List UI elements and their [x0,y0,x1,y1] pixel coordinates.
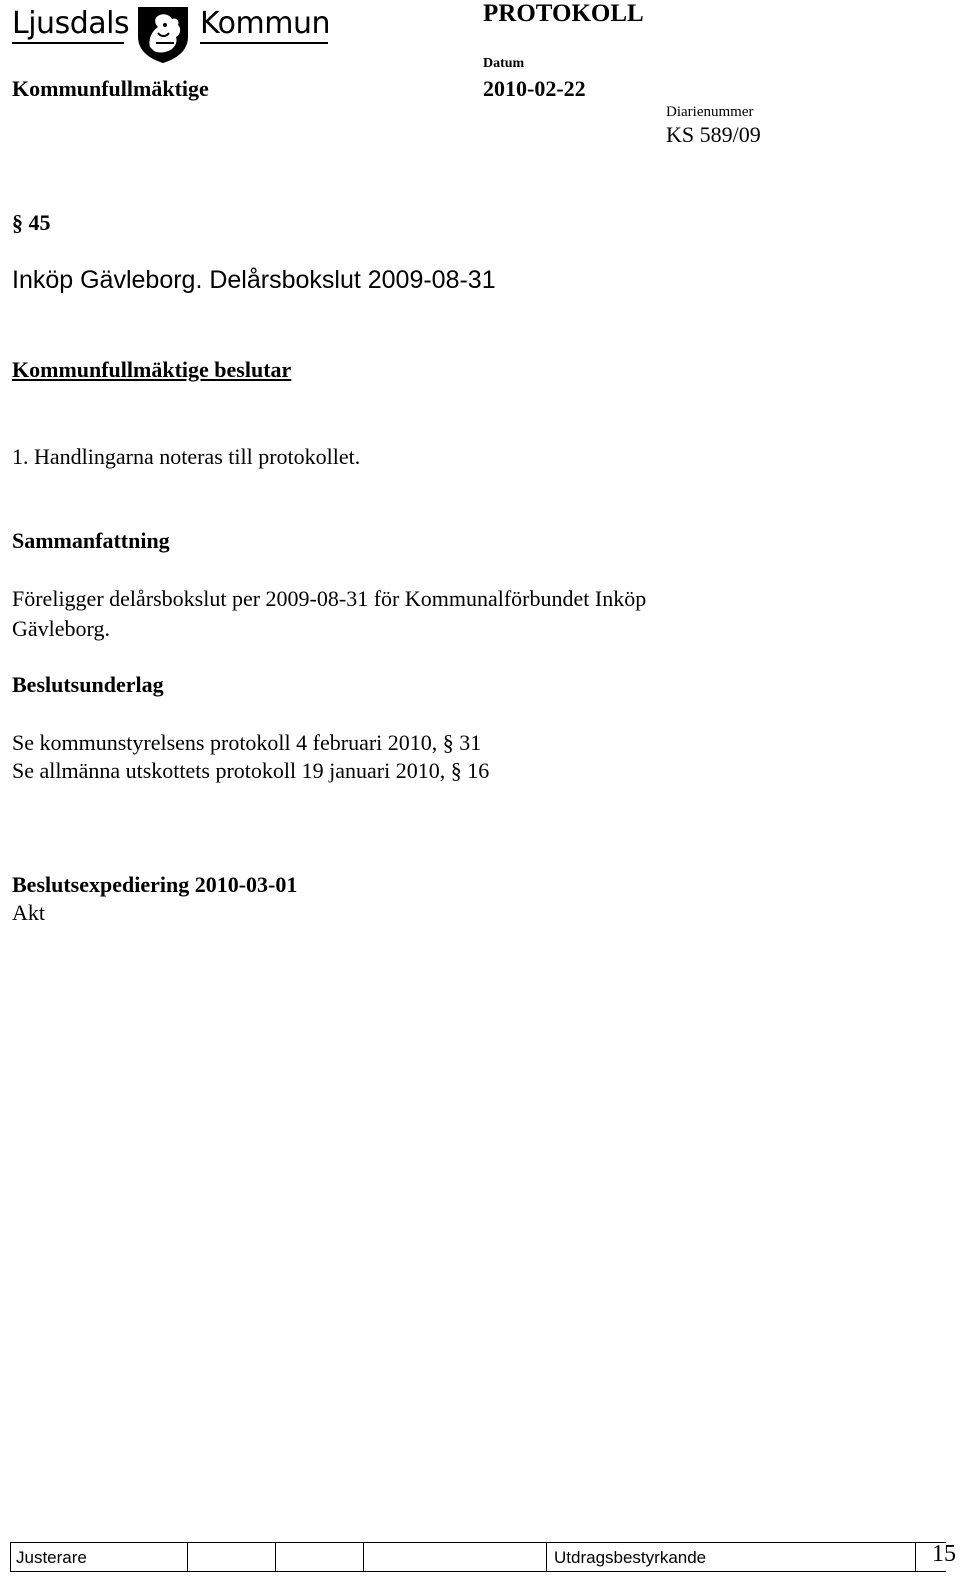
footer-divider [915,1543,916,1571]
footer-divider [546,1543,547,1571]
logo-text-ljusdals: Ljusdals [12,6,130,41]
footer-divider [187,1543,188,1571]
municipal-crest-icon [134,3,192,65]
body-name: Kommunfullmäktige [12,76,209,101]
signature-footer [10,1541,956,1572]
logo-underline-right [200,42,328,44]
diarie-value: KS 589/09 [666,122,761,147]
basis-heading: Beslutsunderlag [12,672,164,697]
utdrag-label: Utdragsbestyrkande [554,1548,707,1567]
logo-text-kommun: Kommun [200,6,331,41]
diarie-label: Diarienummer [666,104,754,120]
footer-divider [363,1543,364,1571]
page-number: 15 [932,1541,956,1567]
item-title: Inköp Gävleborg. Delårsbokslut 2009-08-31 [12,266,496,294]
expedition-heading: Beslutsexpediering 2010-03-01 [12,872,298,897]
summary-line: Gävleborg. [12,616,110,641]
footer-divider [10,1543,11,1571]
decision-item: 1. Handlingarna noteras till protokollet. [12,444,361,469]
summary-line: Föreligger delårsbokslut per 2009-08-31 för Kommunalförbundet Inköp [12,586,647,611]
logo-underline-left [12,42,124,44]
justerare-label: Justerare [16,1548,87,1567]
expedition-recipient: Akt [12,900,45,925]
footer-divider [275,1543,276,1571]
document-type: PROTOKOLL [483,0,644,27]
date-label: Datum [483,56,525,71]
basis-line: Se kommunstyrelsens protokoll 4 februari 2010, § 31 [12,730,482,755]
summary-heading: Sammanfattning [12,528,170,553]
basis-line: Se allmänna utskottets protokoll 19 januari 2010, § 16 [12,758,490,783]
date-value: 2010-02-22 [483,76,586,101]
paragraph-number: § 45 [12,210,51,235]
decision-heading: Kommunfullmäktige beslutar [12,357,292,382]
